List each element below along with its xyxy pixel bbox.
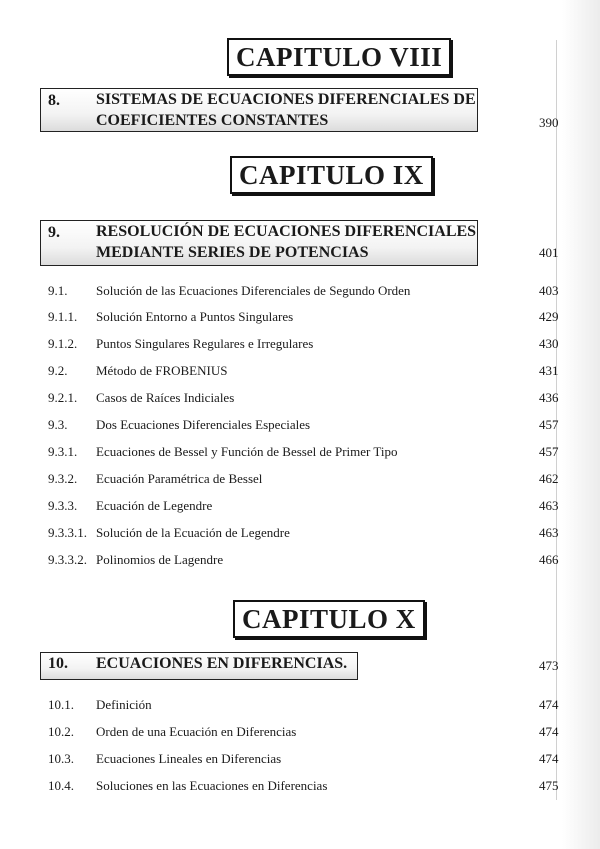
entry-number: 10.1. [48,697,74,712]
section-8-page: 390 [539,115,559,130]
entry-number: 9.1.2. [48,336,78,351]
entry-number: 9.1. [48,283,68,298]
entry-title: Ecuación de Legendre [96,498,213,513]
entry-title: Ecuación Paramétrica de Bessel [96,471,263,486]
page-edge-shadow [562,0,600,849]
chapter-9-title: CAPITULO IX [230,156,433,194]
entry-page: 403 [539,283,559,298]
entry-title: Método de FROBENIUS [96,363,228,378]
entry-title: Solución Entorno a Puntos Singulares [96,309,294,324]
entry-title: Casos de Raíces Indiciales [96,390,235,405]
entry-title: Soluciones en las Ecuaciones en Diferencias [96,778,328,793]
entry-page: 463 [539,498,559,513]
chapter-8-title: CAPITULO VIII [227,38,451,76]
section-9-number: 9. [48,224,60,241]
section-10-number: 10. [48,655,68,672]
entry-number: 10.4. [48,778,74,793]
entry-page: 474 [539,724,559,739]
entry-title: Polinomios de Lagendre [96,552,224,567]
entry-number: 9.3.3.1. [48,525,87,540]
entry-title: Dos Ecuaciones Diferenciales Especiales [96,417,311,432]
entry-number: 9.3.3.2. [48,552,87,567]
entry-page: 475 [539,778,559,793]
entry-page: 463 [539,525,559,540]
entry-page: 457 [539,417,559,432]
section-10-title-line-1: ECUACIONES EN DIFERENCIAS. [96,655,348,672]
section-9-title-line-2: MEDIANTE SERIES DE POTENCIAS [96,244,369,261]
entry-title: Ecuaciones de Bessel y Función de Bessel de Primer Tipo [96,444,398,459]
section-8-number: 8. [48,92,60,109]
entry-title: Ecuaciones Lineales en Diferencias [96,751,282,766]
entry-number: 9.3.3. [48,498,78,513]
entry-number: 9.1.1. [48,309,78,324]
entry-title: Puntos Singulares Regulares e Irregulares [96,336,314,351]
entry-page: 462 [539,471,559,486]
entry-page: 429 [539,309,559,324]
entry-page: 457 [539,444,559,459]
section-9-page: 401 [539,245,559,260]
entry-number: 9.3.2. [48,471,78,486]
section-8-title-line-2: COEFICIENTES CONSTANTES [96,112,329,129]
entry-number: 9.3. [48,417,68,432]
entry-title: Definición [96,697,152,712]
entry-page: 474 [539,697,559,712]
entry-page: 466 [539,552,559,567]
entry-page: 430 [539,336,559,351]
entry-number: 10.3. [48,751,74,766]
section-10-page: 473 [539,658,559,673]
entry-page: 436 [539,390,559,405]
section-8-title-line-1: SISTEMAS DE ECUACIONES DIFERENCIALES DE [96,91,476,108]
section-9-title-line-1: RESOLUCIÓN DE ECUACIONES DIFERENCIALES [96,223,477,240]
entry-title: Orden de una Ecuación en Diferencias [96,724,297,739]
chapter-10-title: CAPITULO X [233,600,425,638]
entry-title: Solución de la Ecuación de Legendre [96,525,290,540]
entry-number: 9.2.1. [48,390,78,405]
entry-title: Solución de las Ecuaciones Diferenciales de Segundo Orden [96,283,411,298]
entry-number: 9.3.1. [48,444,78,459]
entry-number: 9.2. [48,363,68,378]
entry-page: 474 [539,751,559,766]
entry-page: 431 [539,363,559,378]
entry-number: 10.2. [48,724,74,739]
